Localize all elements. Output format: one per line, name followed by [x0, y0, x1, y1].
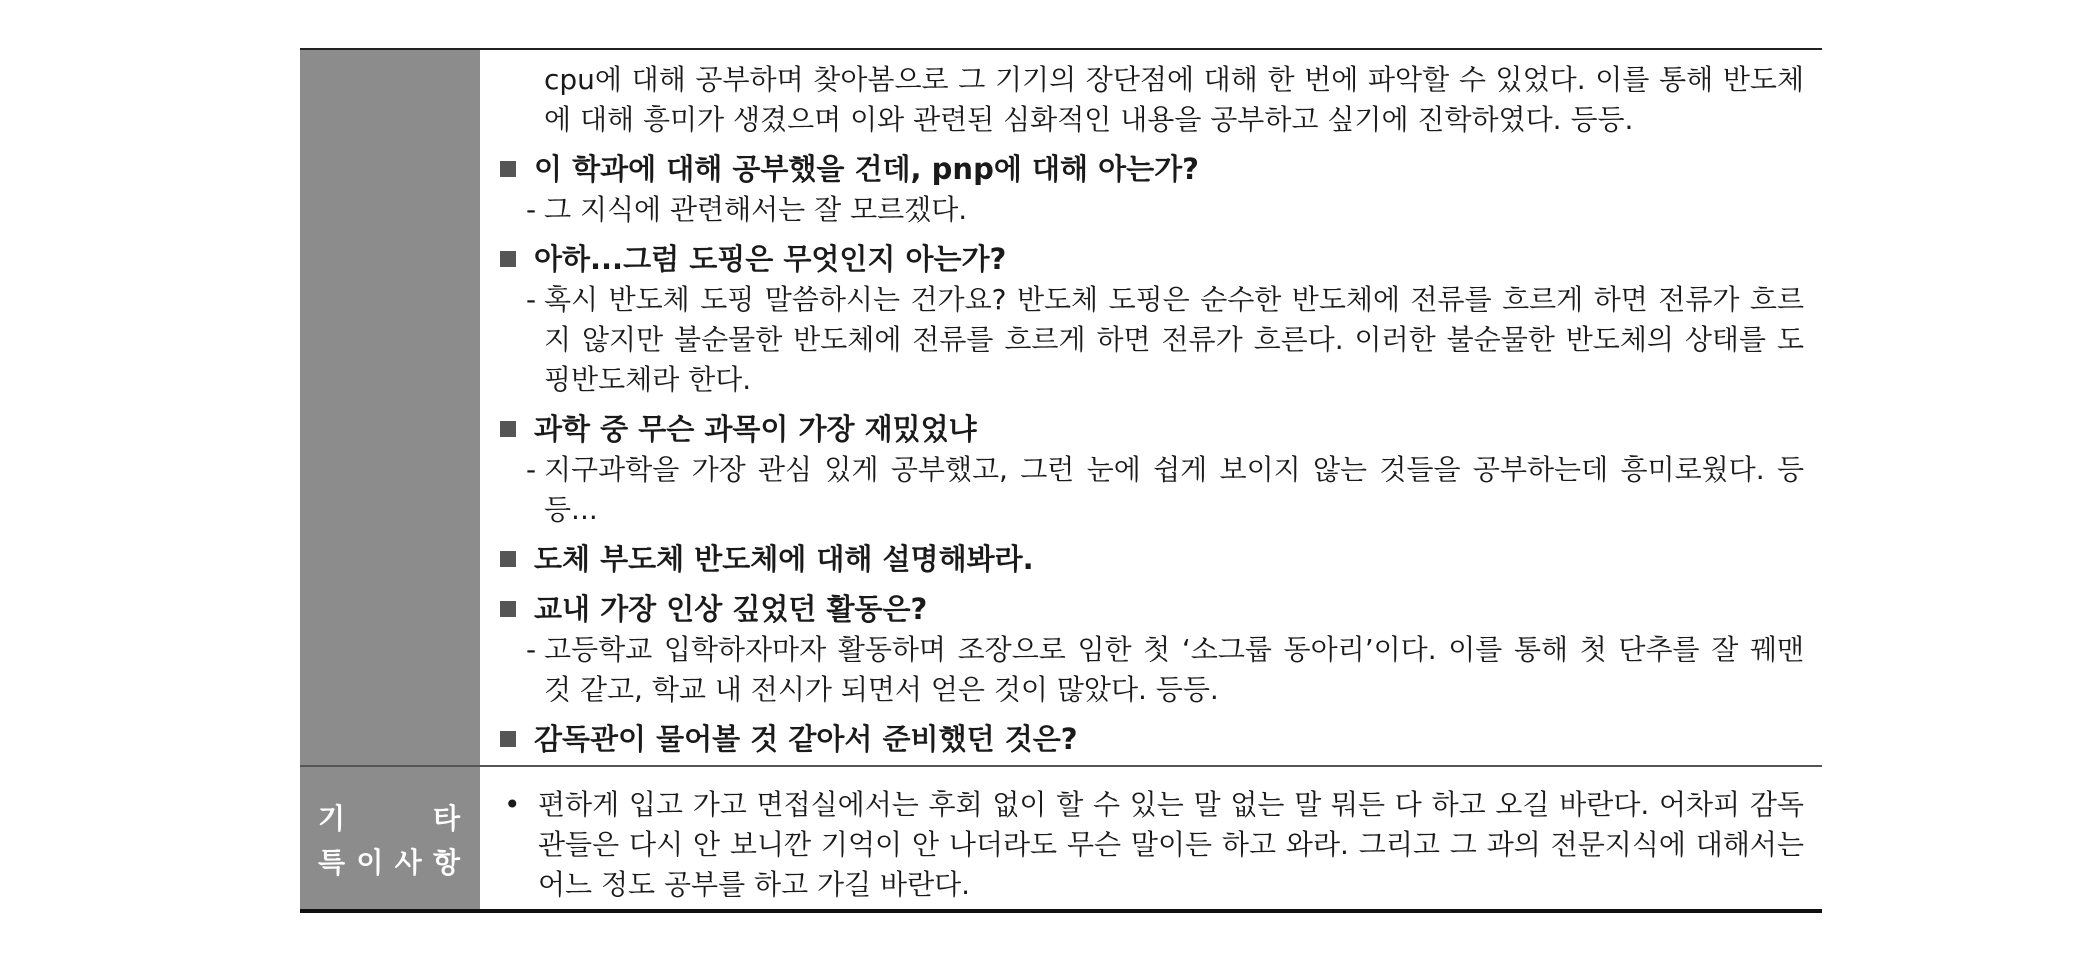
label-char: 항	[432, 846, 462, 879]
answer-5	[526, 630, 1804, 710]
question-2	[498, 238, 1804, 280]
answer-1	[526, 190, 1804, 230]
question-text: 교내 가장 인상 깊었던 활동은?	[534, 592, 928, 626]
question-text: 과학 중 무슨 과목이 가장 재밌었냐	[534, 412, 977, 446]
square-bullet-icon	[500, 601, 516, 617]
dash-marker: -	[526, 633, 537, 666]
label-line-1	[318, 797, 462, 837]
question-1	[498, 148, 1804, 190]
question-text: 감독관이 물어볼 것 같아서 준비했던 것은?	[534, 722, 1078, 756]
answer-text: 고등학교 입학하자마자 활동하며 조장으로 임한 첫 ‘소그룹 동아리’이다. 이를 통해 첫 단추를 잘 꿰맨 것 같고, 학교 내 전시가 되면서 얻은 것이 많았다. 등등.	[544, 633, 1804, 706]
square-bullet-icon	[500, 251, 516, 267]
interview-qa-row	[300, 50, 1822, 765]
label-char: 사	[394, 846, 424, 879]
other-notes-row	[300, 765, 1822, 909]
answer-2	[526, 280, 1804, 400]
question-4	[498, 538, 1804, 580]
other-notes-content	[480, 767, 1822, 909]
answer-text: 혹시 반도체 도핑 말씀하시는 건가요? 반도체 도핑은 순수한 반도체에 전류를 흐르게 하면 전류가 흐르지 않지만 불순물한 반도체에 전류를 흐르게 하면 전류가 흐른다. 이러한 불순물한 반도체의 상태를 도핑반도체라 한다.	[544, 283, 1804, 396]
square-bullet-icon	[500, 731, 516, 747]
note-text: 편하게 입고 가고 면접실에서는 후회 없이 할 수 있는 말 없는 말 뭐든 다 하고 오길 바란다. 어차피 감독관들은 다시 안 보니깐 기억이 안 나더라도 무슨 말이든 하고 와라. 그리고 그 과의 전문지식에 대해서는 어느 정도 공부를 하고 가길 바란다.	[538, 788, 1804, 901]
square-bullet-icon	[500, 161, 516, 177]
dash-marker: -	[526, 193, 537, 226]
qa-label-cell	[300, 50, 480, 765]
bullet-marker: •	[504, 788, 521, 821]
label-char: 이	[356, 846, 386, 879]
question-text: 도체 부도체 반도체에 대해 설명해봐라.	[534, 542, 1034, 576]
label-char: 타	[432, 802, 462, 835]
previous-answer-continuation: cpu에 대해 공부하며 찾아봄으로 그 기기의 장단점에 대해 한 번에 파악할 수 있었다. 이를 통해 반도체에 대해 흥미가 생겼으며 이와 관련된 심화적인 내용을 공부하고 싶기에 진학하였다. 등등.	[544, 63, 1804, 136]
label-char: 기	[318, 802, 348, 835]
square-bullet-icon	[500, 421, 516, 437]
dash-marker: -	[526, 283, 537, 316]
answer-text: 그 지식에 관련해서는 잘 모르겠다.	[544, 193, 968, 226]
square-bullet-icon	[500, 551, 516, 567]
answer-3	[526, 450, 1804, 530]
question-6	[498, 718, 1804, 760]
label-line-2	[318, 841, 462, 881]
note-item	[498, 775, 1804, 905]
qa-content-cell	[480, 50, 1822, 765]
answer-text: 지구과학을 가장 관심 있게 공부했고, 그런 눈에 쉽게 보이지 않는 것들을 공부하는데 흥미로웠다. 등등...	[544, 453, 1804, 526]
question-5	[498, 588, 1804, 630]
question-text: 이 학과에 대해 공부했을 건데, pnp에 대해 아는가?	[534, 152, 1199, 186]
interview-notes-table	[300, 48, 1822, 913]
question-3	[498, 408, 1804, 450]
other-notes-label	[300, 767, 480, 909]
dash-marker: -	[526, 453, 537, 486]
question-text: 아하...그럼 도핑은 무엇인지 아는가?	[534, 242, 1007, 276]
label-char: 특	[318, 846, 348, 879]
